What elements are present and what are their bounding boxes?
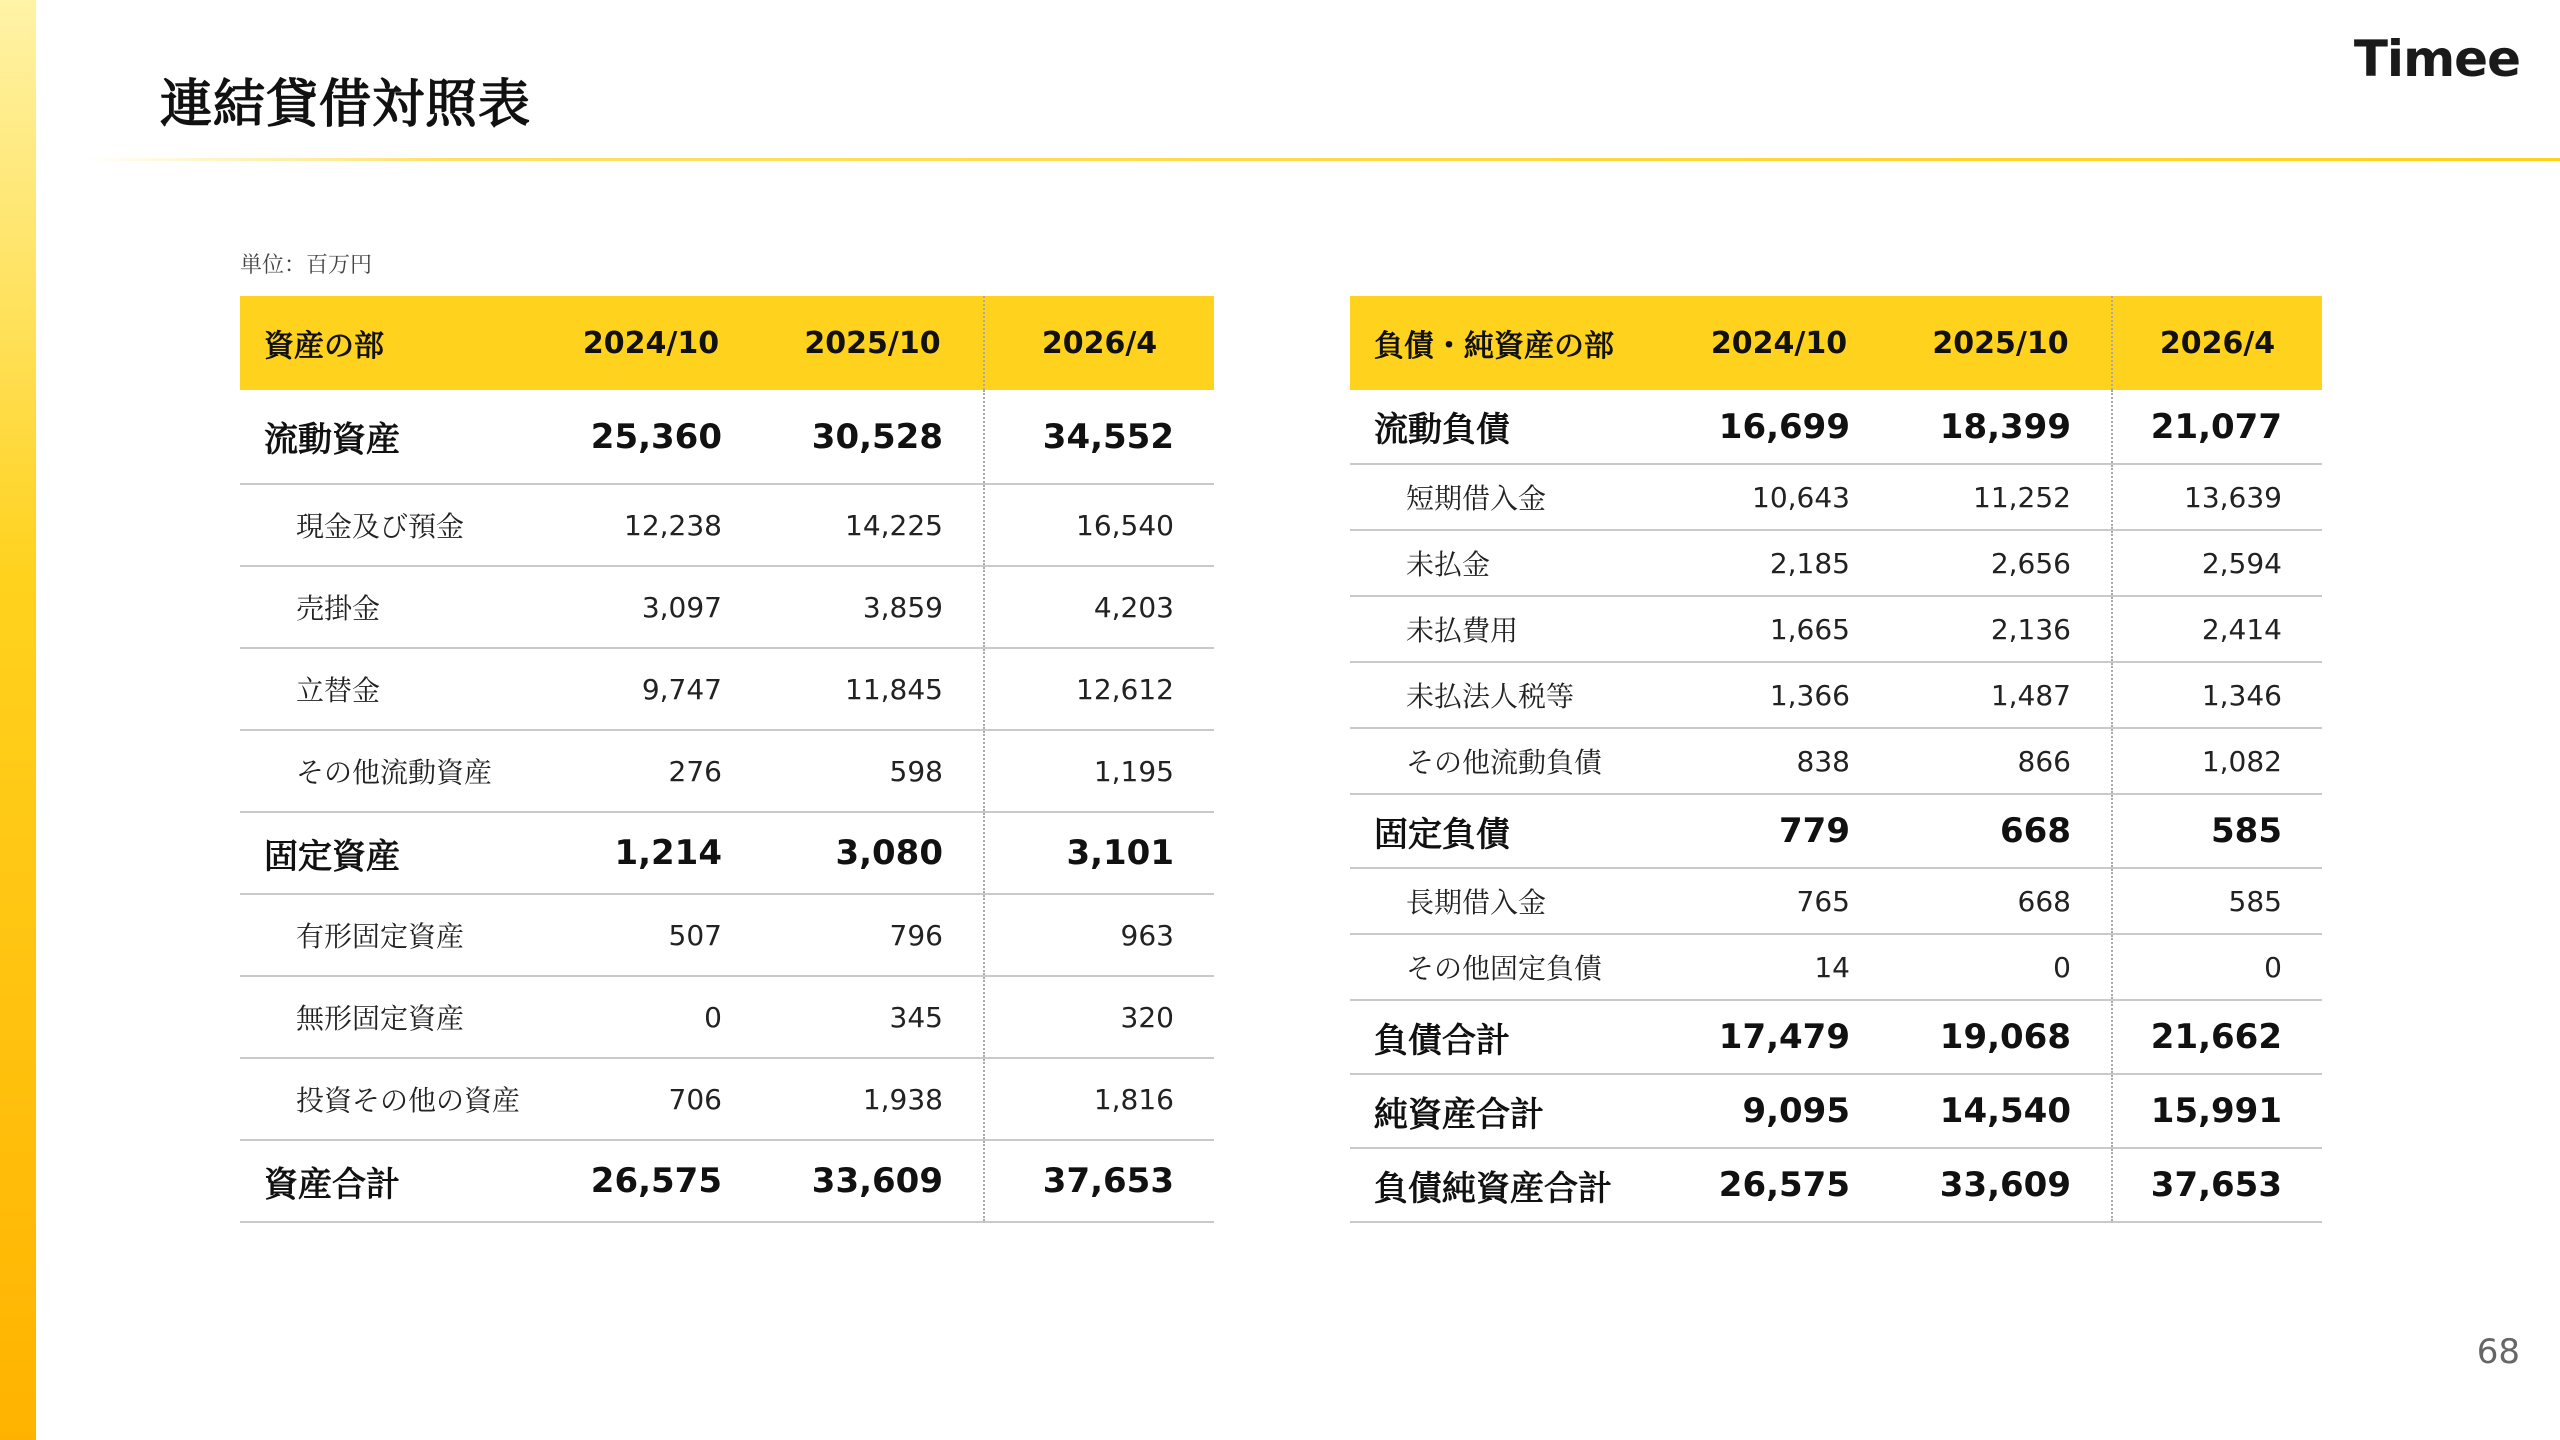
row-value: 1,366: [1668, 662, 1890, 728]
row-value: 2,594: [2112, 530, 2322, 596]
table-row: [1350, 1148, 2322, 1222]
row-label: 有形固定資産: [240, 894, 540, 976]
liabilities-table: [1350, 296, 2322, 1223]
row-value: 14: [1668, 934, 1890, 1000]
table-row: [1350, 662, 2322, 728]
row-label: 流動負債: [1350, 390, 1668, 464]
table-row: [240, 730, 1214, 812]
assets-header-2025-10: 2025/10: [762, 296, 984, 390]
row-label: 投資その他の資産: [240, 1058, 540, 1140]
row-value: 866: [1890, 728, 2112, 794]
row-value: 585: [2112, 794, 2322, 868]
liabilities-header-2024-10: 2024/10: [1668, 296, 1890, 390]
row-value: 507: [540, 894, 762, 976]
table-row: [1350, 1074, 2322, 1148]
row-label: 未払費用: [1350, 596, 1668, 662]
row-value: 598: [762, 730, 984, 812]
row-label: 固定負債: [1350, 794, 1668, 868]
row-value: 1,487: [1890, 662, 2112, 728]
row-value: 37,653: [984, 1140, 1214, 1222]
row-value: 16,540: [984, 484, 1214, 566]
liabilities-header-row: [1350, 296, 2322, 390]
row-value: 10,643: [1668, 464, 1890, 530]
row-label: 固定資産: [240, 812, 540, 894]
table-row: [240, 1140, 1214, 1222]
row-value: 33,609: [762, 1140, 984, 1222]
table-row: [1350, 794, 2322, 868]
row-value: 706: [540, 1058, 762, 1140]
row-value: 12,612: [984, 648, 1214, 730]
row-value: 276: [540, 730, 762, 812]
table-row: [240, 566, 1214, 648]
row-value: 14,225: [762, 484, 984, 566]
row-value: 1,938: [762, 1058, 984, 1140]
row-value: 21,077: [2112, 390, 2322, 464]
liabilities-header-2025-10: 2025/10: [1890, 296, 2112, 390]
row-value: 9,747: [540, 648, 762, 730]
liabilities-header-2026-4: 2026/4: [2112, 296, 2322, 390]
row-label: 立替金: [240, 648, 540, 730]
row-value: 1,346: [2112, 662, 2322, 728]
row-value: 15,991: [2112, 1074, 2322, 1148]
row-value: 838: [1668, 728, 1890, 794]
row-label: 資産合計: [240, 1140, 540, 1222]
liabilities-header-label: 負債・純資産の部: [1350, 296, 1668, 390]
assets-header-row: [240, 296, 1214, 390]
row-label: その他流動資産: [240, 730, 540, 812]
left-accent-bar: [0, 0, 36, 1440]
row-value: 26,575: [540, 1140, 762, 1222]
row-label: 短期借入金: [1350, 464, 1668, 530]
row-value: 3,097: [540, 566, 762, 648]
row-value: 0: [2112, 934, 2322, 1000]
row-value: 0: [540, 976, 762, 1058]
row-value: 796: [762, 894, 984, 976]
row-value: 16,699: [1668, 390, 1890, 464]
row-value: 668: [1890, 794, 2112, 868]
row-value: 34,552: [984, 390, 1214, 484]
table-row: [240, 648, 1214, 730]
row-label: その他流動負債: [1350, 728, 1668, 794]
table-row: [1350, 934, 2322, 1000]
row-value: 1,214: [540, 812, 762, 894]
row-value: 0: [1890, 934, 2112, 1000]
table-row: [1350, 1000, 2322, 1074]
row-value: 14,540: [1890, 1074, 2112, 1148]
row-label: その他固定負債: [1350, 934, 1668, 1000]
row-value: 765: [1668, 868, 1890, 934]
row-label: 長期借入金: [1350, 868, 1668, 934]
row-value: 30,528: [762, 390, 984, 484]
row-value: 779: [1668, 794, 1890, 868]
table-row: [240, 812, 1214, 894]
row-label: 未払金: [1350, 530, 1668, 596]
row-value: 585: [2112, 868, 2322, 934]
row-value: 2,185: [1668, 530, 1890, 596]
unit-label: 単位：百万円: [240, 253, 373, 278]
row-value: 11,252: [1890, 464, 2112, 530]
table-row: [1350, 728, 2322, 794]
row-label: 無形固定資産: [240, 976, 540, 1058]
row-value: 12,238: [540, 484, 762, 566]
row-value: 1,082: [2112, 728, 2322, 794]
row-value: 2,656: [1890, 530, 2112, 596]
table-row: [1350, 390, 2322, 464]
row-value: 3,859: [762, 566, 984, 648]
row-value: 11,845: [762, 648, 984, 730]
title-divider: [80, 158, 2560, 161]
table-row: [240, 390, 1214, 484]
row-value: 3,080: [762, 812, 984, 894]
row-value: 4,203: [984, 566, 1214, 648]
table-row: [1350, 596, 2322, 662]
row-value: 2,414: [2112, 596, 2322, 662]
row-value: 1,816: [984, 1058, 1214, 1140]
timee-logo: Timee: [2353, 30, 2520, 88]
row-value: 25,360: [540, 390, 762, 484]
row-label: 現金及び預金: [240, 484, 540, 566]
row-value: 668: [1890, 868, 2112, 934]
table-row: [240, 894, 1214, 976]
row-label: 売掛金: [240, 566, 540, 648]
row-label: 負債純資産合計: [1350, 1148, 1668, 1222]
table-row: [1350, 464, 2322, 530]
row-label: 負債合計: [1350, 1000, 1668, 1074]
row-label: 純資産合計: [1350, 1074, 1668, 1148]
page-title: 連結貸借対照表: [160, 75, 532, 135]
row-value: 1,665: [1668, 596, 1890, 662]
row-label: 流動資産: [240, 390, 540, 484]
row-value: 18,399: [1890, 390, 2112, 464]
row-value: 1,195: [984, 730, 1214, 812]
row-value: 19,068: [1890, 1000, 2112, 1074]
row-value: 21,662: [2112, 1000, 2322, 1074]
row-value: 345: [762, 976, 984, 1058]
table-row: [240, 484, 1214, 566]
row-value: 26,575: [1668, 1148, 1890, 1222]
assets-table: [240, 296, 1214, 1223]
row-value: 37,653: [2112, 1148, 2322, 1222]
row-value: 2,136: [1890, 596, 2112, 662]
assets-header-2024-10: 2024/10: [540, 296, 762, 390]
table-row: [1350, 530, 2322, 596]
row-value: 320: [984, 976, 1214, 1058]
table-row: [240, 1058, 1214, 1140]
row-value: 963: [984, 894, 1214, 976]
row-value: 33,609: [1890, 1148, 2112, 1222]
page-number: 68: [2476, 1332, 2520, 1372]
table-row: [1350, 868, 2322, 934]
row-value: 3,101: [984, 812, 1214, 894]
assets-header-label: 資産の部: [240, 296, 540, 390]
row-label: 未払法人税等: [1350, 662, 1668, 728]
table-row: [240, 976, 1214, 1058]
row-value: 13,639: [2112, 464, 2322, 530]
row-value: 17,479: [1668, 1000, 1890, 1074]
row-value: 9,095: [1668, 1074, 1890, 1148]
assets-header-2026-4: 2026/4: [984, 296, 1214, 390]
